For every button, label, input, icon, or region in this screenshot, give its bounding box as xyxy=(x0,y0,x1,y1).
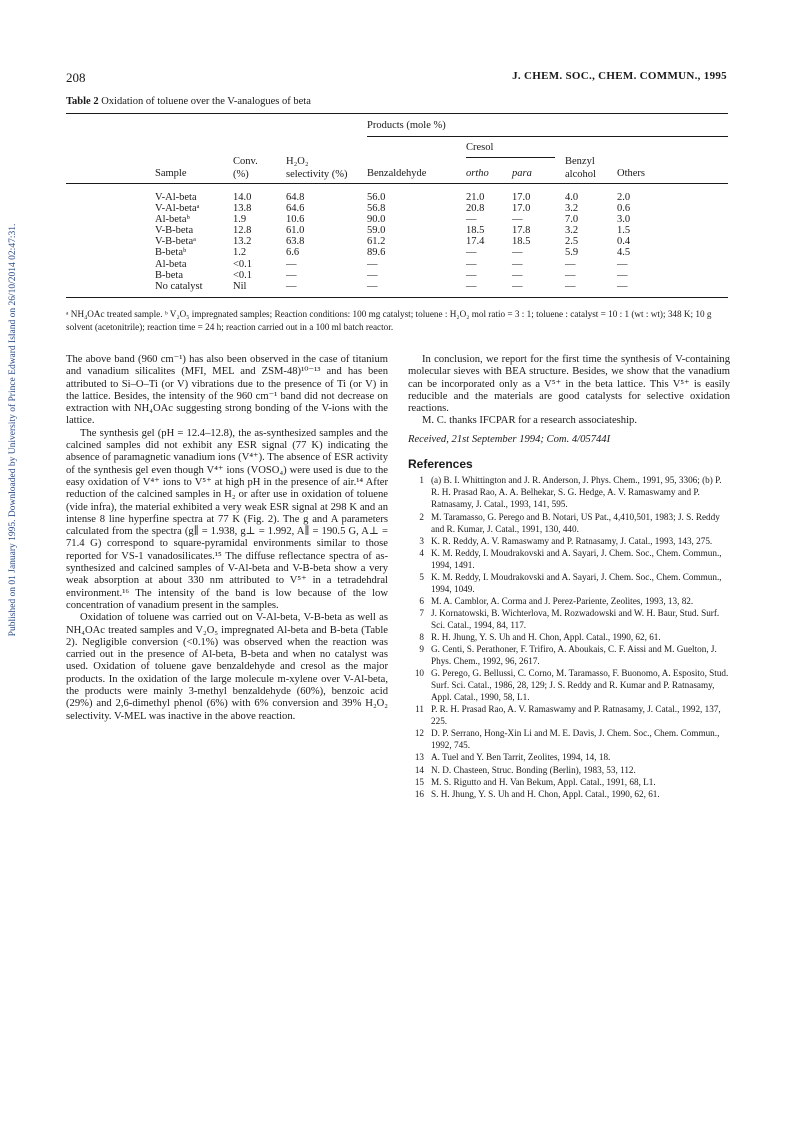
table-bottom-rule xyxy=(66,297,728,298)
table-cell: 17.8 xyxy=(512,225,531,237)
body-paragraph: In conclusion, we report for the first time the synthesis of V-containing molecular sieves with BEA structure. Besides, we show that the vanadium can be incorporated only as a V⁵⁺ in the beta lattice. This V⁵⁺ is easily reducible and the materials are good catalysts for selective oxidation reactions. xyxy=(408,354,730,415)
reference-item xyxy=(408,643,730,667)
col-ortho xyxy=(466,192,484,292)
reference-number: 11 xyxy=(415,704,424,715)
reference-number: 4 xyxy=(419,547,424,558)
table-cell: <0.1 xyxy=(233,258,253,270)
col-others xyxy=(617,192,630,292)
table-cell: Al-beta xyxy=(155,258,187,270)
col-header-sample: Sample xyxy=(155,168,187,179)
products-rule xyxy=(367,136,728,137)
table-cell: 56.0 xyxy=(367,192,386,203)
reference-item xyxy=(408,751,730,763)
table-cell: 0.4 xyxy=(617,236,631,248)
reference-item xyxy=(408,776,730,788)
table-header-rule xyxy=(66,183,728,184)
table-footnote: ᵃ NH₄OAc treated sample. ᵇ V₂O₅ impregnated samples; Reaction conditions: 100 mg catalyst; toluene : H₂O₂ mol ratio = 3 : 1; toluene : catalyst = 10 : 1 (wt : wt); 348 K; 10 g solvent (acetonitrile); reaction time = 24 h; reaction carried out in a 100 ml batch reactor. xyxy=(66,309,712,332)
table-cell: 0.6 xyxy=(617,203,631,215)
reference-text: D. P. Serrano, Hong-Xin Li and M. E. Davis, J. Chem. Soc., Chem. Commun., 1992, 745. xyxy=(431,728,720,751)
table-cell: <0.1 xyxy=(233,269,253,281)
reference-item xyxy=(408,571,730,595)
table-cell: — xyxy=(565,280,576,292)
col-header-benzyl-line2: alcohol xyxy=(565,168,596,180)
table-cell: V-B-betaᵃ xyxy=(155,236,196,248)
reference-number: 1 xyxy=(419,475,424,486)
table-cell: — xyxy=(286,258,297,270)
reference-number: 2 xyxy=(419,511,424,522)
table-cell: 7.0 xyxy=(565,214,579,226)
reference-item xyxy=(408,535,730,547)
table-cell: — xyxy=(617,258,628,270)
left-column xyxy=(66,354,388,723)
reference-item xyxy=(408,631,730,643)
table-cell: 10.6 xyxy=(286,214,305,226)
table-cell: — xyxy=(286,269,297,281)
table-cell: 12.8 xyxy=(233,225,252,237)
col-header-benzyl-line1: Benzyl xyxy=(565,156,595,167)
table-cell: — xyxy=(466,214,477,226)
table-cell: 56.8 xyxy=(367,203,386,215)
page-number: 208 xyxy=(66,70,86,85)
reference-number: 5 xyxy=(419,571,424,582)
publication-sidebar xyxy=(7,210,19,650)
table-cell: 21.0 xyxy=(466,192,485,203)
col-para xyxy=(512,192,530,292)
reference-number: 12 xyxy=(414,728,424,739)
reference-item xyxy=(408,607,730,631)
table-title: Oxidation of toluene over the V-analogues of beta xyxy=(101,96,311,107)
col-sample xyxy=(155,192,203,292)
reference-number: 6 xyxy=(419,595,424,606)
col-conv xyxy=(233,192,252,292)
col-header-h2o2-line2: selectivity (%) xyxy=(286,168,348,180)
reference-number: 9 xyxy=(419,644,424,655)
table-cell: — xyxy=(286,280,297,292)
reference-text: M. A. Camblor, A. Corma and J. Perez-Pariente, Zeolites, 1993, 13, 82. xyxy=(431,595,694,606)
reference-number: 15 xyxy=(414,776,424,787)
col-benzaldehyde xyxy=(367,192,385,292)
col-h2o2 xyxy=(286,192,304,292)
reference-text: M. S. Rigutto and H. Van Bekum, Appl. Catal., 1991, 68, L1. xyxy=(431,776,656,787)
table-cell: V-B-beta xyxy=(155,225,194,237)
table-cell: 14.0 xyxy=(233,192,252,203)
cresol-header: Cresol xyxy=(466,142,494,153)
received-note: Received, 21st September 1994; Com. 4/05744I xyxy=(408,433,611,445)
table-cell: Al-betaᵇ xyxy=(155,214,190,226)
table-cell: — xyxy=(367,269,378,281)
col-header-h2o2-line1: H₂O₂ xyxy=(286,156,309,167)
table-cell: Nil xyxy=(233,280,247,292)
table-cell: 3.2 xyxy=(565,225,579,237)
products-group-header: Products (mole %) xyxy=(367,120,446,131)
table-cell: — xyxy=(466,280,477,292)
table-cell: 5.9 xyxy=(565,247,579,259)
reference-text: G. Perego, G. Bellussi, C. Corno, M. Taramasso, F. Buonomo, A. Esposito, Stud. Surf. Sci. Catal., 1986, 28, 129; J. S. Reddy and R. Kumar and P. Ratnasamy, Appl. Catal., 1990, 58, L1. xyxy=(431,668,729,703)
table-cell: 89.6 xyxy=(367,247,386,259)
reference-item xyxy=(408,547,730,571)
right-column xyxy=(408,354,730,800)
col-header-conv-line2: (%) xyxy=(233,168,249,180)
col-header-benzyl-alcohol xyxy=(565,156,596,181)
table-cell: 59.0 xyxy=(367,225,386,237)
table-cell: — xyxy=(512,258,523,270)
table-cell: 6.6 xyxy=(286,247,300,259)
reference-text: S. H. Jhung, Y. S. Uh and H. Chon, Appl. Catal., 1990, 62, 61. xyxy=(431,788,660,799)
reference-item xyxy=(408,474,730,510)
table-cell: — xyxy=(512,280,523,292)
table-cell: 61.0 xyxy=(286,225,305,237)
table-cell: — xyxy=(512,214,523,226)
reference-text: K. M. Reddy, I. Moudrakovski and A. Sayari, J. Chem. Soc., Chem. Commun., 1994, 1491. xyxy=(431,547,722,570)
table-caption xyxy=(66,96,311,107)
table-cell: — xyxy=(512,269,523,281)
body-paragraph: Oxidation of toluene was carried out on V-Al-beta, V-B-beta as well as NH₄OAc treated samples and V₂O₅ impregnated Al-beta and B-beta (Table 2). Negligible conversion (<0.1%) was observed when the reaction was carried out in the presence of Al-beta, B-beta and when no catalyst was used. Oxidation of toluene gave benzaldehyde and cresol as the major products. In the oxidation of the large molecule m-xylene over V-Al-beta, the products were mainly 3-methyl benzaldehyde (60%), benzoic acid (29%) and 2,6-dimethyl phenol (6%) with 6% conversion and 39% H₂O₂ selectivity. V-MEL was inactive in the above reaction. xyxy=(66,612,388,722)
reference-item xyxy=(408,667,730,703)
body-paragraph: The above band (960 cm⁻¹) has also been observed in the case of titanium and vanadium silicalites (MFI, MEL and ZSM-48)¹⁰⁻¹³ and has been attributed to Si–O–Ti (or V) vibrations due to the presence of Ti (or V) in the lattice. Besides, the intensity of the 960 cm⁻¹ band did not decrease on extraction with NH₄OAc suggesting strong bonding of the V-ions with the lattice. xyxy=(66,354,388,427)
table-cell: 17.0 xyxy=(512,192,531,203)
reference-item xyxy=(408,595,730,607)
col-header-others: Others xyxy=(617,168,645,179)
reference-number: 8 xyxy=(419,631,424,642)
reference-item xyxy=(408,764,730,776)
table-cell: 20.8 xyxy=(466,203,485,215)
reference-number: 13 xyxy=(414,752,424,763)
table-cell: — xyxy=(565,258,576,270)
reference-text: N. D. Chasteen, Struc. Bonding (Berlin), 1983, 53, 112. xyxy=(431,764,636,775)
table-cell: 3.0 xyxy=(617,214,631,226)
acknowledgement: M. C. thanks IFCPAR for a research associateship. xyxy=(422,415,637,427)
table-cell: — xyxy=(617,269,628,281)
table-cell: — xyxy=(466,258,477,270)
col-header-h2o2 xyxy=(286,156,348,181)
col-header-conv-line1: Conv. xyxy=(233,156,258,167)
reference-text: K. R. Reddy, A. V. Ramaswamy and P. Ratnasamy, J. Catal., 1993, 143, 275. xyxy=(431,535,713,546)
references-list xyxy=(408,474,730,799)
reference-text: R. H. Jhung, Y. S. Uh and H. Chon, Appl. Catal., 1990, 62, 61. xyxy=(431,631,661,642)
table-cell: V-Al-beta xyxy=(155,192,197,203)
reference-item xyxy=(408,703,730,727)
table-cell: 4.0 xyxy=(565,192,579,203)
table-cell: B-betaᵇ xyxy=(155,247,187,259)
col-header-para: para xyxy=(512,168,532,179)
reference-number: 3 xyxy=(419,535,424,546)
body-paragraph: The synthesis gel (pH = 12.4–12.8), the as-synthesized samples and the calcined samples did not exhibit any ESR signal (77 K) indicating the absence of paramagnetic vanadium ions (V⁴⁺). The absence of ESR activity of the synthesis gel even though V⁴⁺ ions (VOSO₄) were used is due to the easy oxidation of V⁴⁺ ions to V⁵⁺ at high pH in the presence of air.¹⁴ After reduction of the calcined samples in H₂ or after use in oxidation of toluene (vide infra), the material exhibited a very weak ESR signal at 298 K and an intense 8 line hyperfine spectra at 77 K (Fig. 2). The g and A parameters calculated from the spectra (g∥ = 1.938, g⊥ = 1.992, A∥ = 190.5 G, A⊥ = 71.4 G) correspond to square-pyramidal environments similar to those reported for VS-1 vanadosilicates.¹⁵ The diffuse reflectance spectra of as-synthesized and calcined samples of V-Al-beta and V-B-beta show a very weak absorption at about 330 nm attributed to V⁵⁺ in a tetradehdral environment.¹⁶ The intensity of the band is low because of the low concentration of vanadium present in the samples. xyxy=(66,427,388,611)
references-heading: References xyxy=(408,457,473,472)
reference-text: G. Centi, S. Perathoner, F. Trifiro, A. Aboukais, C. F. Aissi and M. Guelton, J. Phys. Chem., 1992, 96, 2617. xyxy=(431,644,717,667)
table-cell: 3.2 xyxy=(565,203,579,215)
table-cell: 1.9 xyxy=(233,214,247,226)
table-cell: 1.2 xyxy=(233,247,247,259)
cresol-rule xyxy=(466,157,555,158)
reference-item xyxy=(408,788,730,800)
reference-item xyxy=(408,511,730,535)
table-cell: — xyxy=(617,280,628,292)
journal-header: J. CHEM. SOC., CHEM. COMMUN., 1995 xyxy=(512,70,727,82)
table-cell: 13.2 xyxy=(233,236,252,248)
table-cell: 90.0 xyxy=(367,214,386,226)
reference-text: K. M. Reddy, I. Moudrakovski and A. Sayari, J. Chem. Soc., Chem. Commun., 1994, 1049. xyxy=(431,571,722,594)
table-cell: 17.0 xyxy=(512,203,531,215)
reference-number: 7 xyxy=(419,607,424,618)
col-header-benzaldehyde: Benzaldehyde xyxy=(367,168,427,179)
table-cell: 17.4 xyxy=(466,236,485,248)
table-top-rule xyxy=(66,113,728,114)
table-cell: 64.8 xyxy=(286,192,305,203)
table-cell: 63.8 xyxy=(286,236,305,248)
reference-text: M. Taramasso, G. Perego and B. Notari, US Pat., 4,410,501, 1983; J. S. Reddy and R. Kumar, J. Catal., 1991, 130, 440. xyxy=(431,511,720,534)
table-cell: 64.6 xyxy=(286,203,305,215)
table-cell: — xyxy=(367,258,378,270)
table-cell: 1.5 xyxy=(617,225,631,237)
reference-number: 16 xyxy=(414,788,424,799)
table-cell: — xyxy=(466,269,477,281)
table-cell: — xyxy=(466,247,477,259)
col-benzyl-alcohol xyxy=(565,192,578,292)
col-header-ortho: ortho xyxy=(466,168,489,179)
table-cell: 4.5 xyxy=(617,247,631,259)
table-cell: 13.8 xyxy=(233,203,252,215)
table-cell: — xyxy=(565,269,576,281)
table-cell: 2.0 xyxy=(617,192,631,203)
col-header-conv xyxy=(233,156,258,181)
table-label: Table 2 xyxy=(66,96,99,107)
reference-number: 14 xyxy=(414,764,424,775)
table-cell: No catalyst xyxy=(155,280,203,292)
table-cell: 18.5 xyxy=(466,225,485,237)
reference-number: 10 xyxy=(414,668,424,679)
table-cell: 2.5 xyxy=(565,236,579,248)
table-cell: 61.2 xyxy=(367,236,386,248)
reference-item xyxy=(408,727,730,751)
reference-text: J. Kornatowski, B. Wichterlova, M. Rozwadowski and W. H. Baur, Stud. Surf. Sci. Catal., 1994, 84, 117. xyxy=(431,607,720,630)
table-cell: — xyxy=(367,280,378,292)
reference-text: P. R. H. Prasad Rao, A. V. Ramaswamy and P. Ratnasamy, J. Catal., 1992, 137, 225. xyxy=(431,704,721,727)
table-cell: 18.5 xyxy=(512,236,531,248)
table-cell: B-beta xyxy=(155,269,183,281)
table-cell: — xyxy=(512,247,523,259)
published-note: Published on 01 January 1995. Downloaded by University of Prince Edward Island on 26/10/2014 02:47:31. xyxy=(8,223,18,637)
reference-text: A. Tuel and Y. Ben Tarrit, Zeolites, 1994, 14, 18. xyxy=(431,752,611,763)
reference-text: (a) B. I. Whittington and J. R. Anderson, J. Phys. Chem., 1991, 95, 3306; (b) P. R. H. Prasad Rao, A. A. Belhekar, S. G. Hedge, A. V. Ramaswamy and P. Ratnasamy, J. Catal., 1993, 141, 595. xyxy=(431,475,722,510)
table-cell: V-Al-betaᵃ xyxy=(155,203,200,215)
